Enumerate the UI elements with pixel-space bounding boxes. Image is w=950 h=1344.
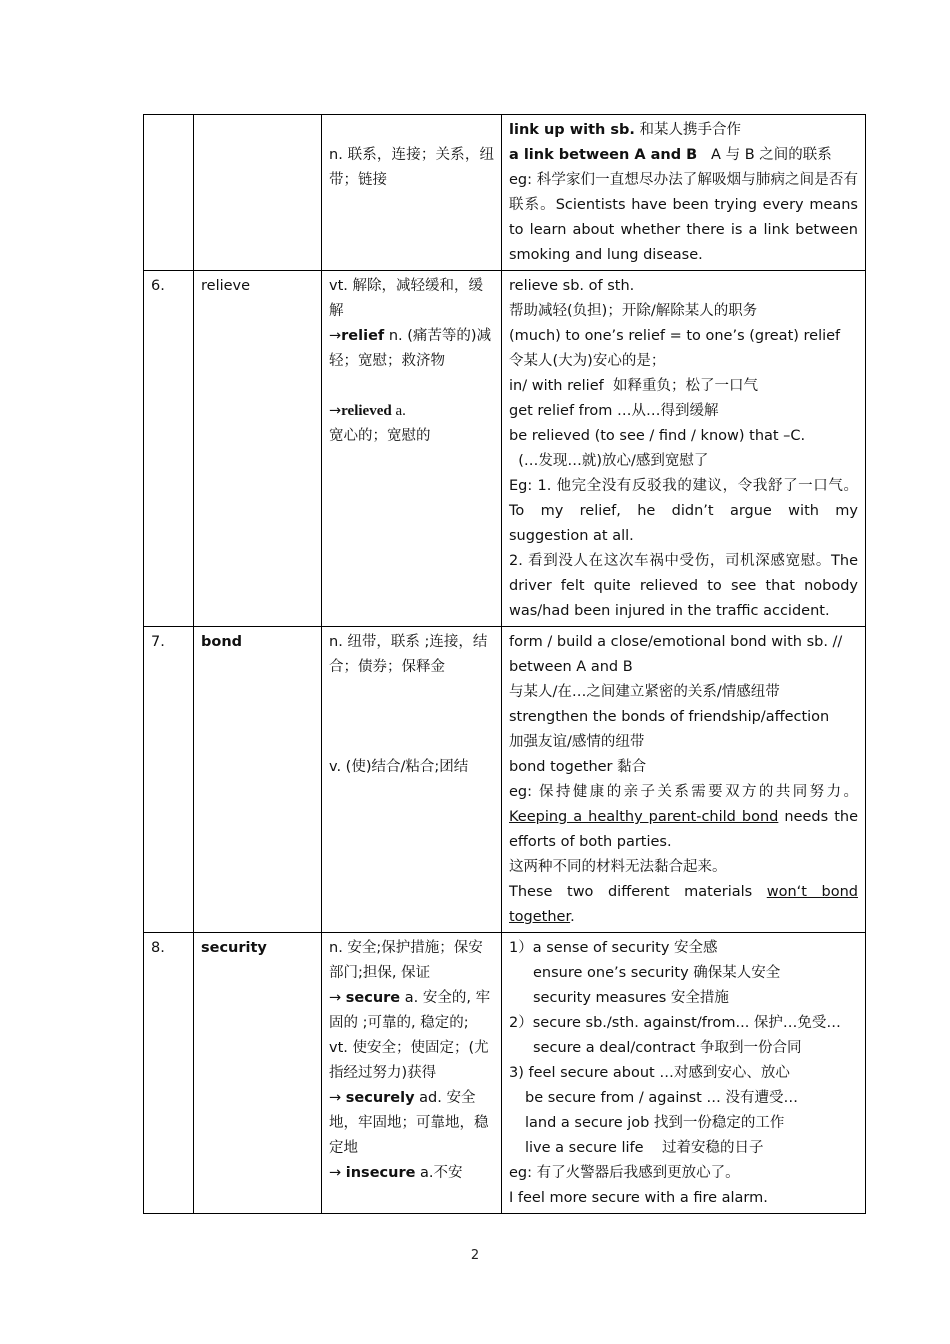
row-number: [144, 115, 194, 271]
usage-line: ensure one’s security 确保某人安全: [533, 965, 781, 981]
definition-cell: [322, 115, 502, 271]
usage-line: bond together 黏合: [509, 759, 647, 775]
usage-line: relieve sb. of sth.: [509, 278, 635, 294]
definition-cell: [322, 271, 502, 627]
definition-text: n. 联系，连接；关系，纽带；链接: [329, 147, 494, 188]
usage-line: secure a deal/contract 争取到一份合同: [533, 1040, 802, 1056]
derived-word: → secure a. 安全的, 牢固的 ;可靠的, 稳定的;: [329, 990, 491, 1031]
usage-cell: [502, 271, 866, 627]
definition-text: n. 纽带，联系 ;连接，结合；债券；保释金: [329, 634, 488, 675]
usage-cell: [502, 933, 866, 1214]
usage-line: be secure from / against … 没有遭受…: [525, 1090, 799, 1106]
headword: security: [194, 933, 322, 1214]
usage-line: get relief from …从…得到缓解: [509, 403, 719, 419]
example-text: 2. 看到没人在这次车祸中受伤，司机深感宽慰。The driver felt quite relieved to see that nobody was/had been injured in the traffic accident.: [509, 553, 858, 619]
table-row: [144, 933, 866, 1214]
usage-line: 与某人/在…之间建立紧密的关系/情感纽带: [509, 684, 780, 700]
headword: bond: [194, 627, 322, 933]
derived-word: →relief n. (痛苦等的)减轻；宽慰；救济物: [329, 328, 492, 369]
example-text: eg: 保持健康的亲子关系需要双方的共同努力。Keeping a healthy parent-child bond needs the efforts of both parties.: [509, 784, 858, 850]
usage-line: link up with sb. 和某人携手合作: [509, 122, 742, 138]
vocabulary-table: [143, 114, 866, 1214]
usage-line: 2）secure sb./sth. against/from... 保护…免受…: [509, 1015, 841, 1031]
headword: relieve: [194, 271, 322, 627]
headword: [194, 115, 322, 271]
usage-line: 令某人(大为)安心的是；: [509, 353, 666, 369]
usage-line: 加强友谊/感情的纽带: [509, 734, 645, 750]
definition-cell: [322, 933, 502, 1214]
definition-text: 宽心的；宽慰的: [329, 428, 431, 444]
definition-text: vt. 解除，减轻缓和，缓解: [329, 278, 483, 319]
definition-text: n. 安全;保护措施；保安部门;担保, 保证: [329, 940, 483, 981]
table-row: [144, 271, 866, 627]
example-text: I feel more secure with a fire alarm.: [509, 1190, 768, 1206]
table-row: [144, 115, 866, 271]
derived-word: → insecure a.不安: [329, 1165, 463, 1181]
usage-line: be relieved (to see / find / know) that –C.: [509, 428, 806, 444]
usage-line: land a secure job 找到一份稳定的工作: [525, 1115, 785, 1131]
usage-line: in/ with relief 如释重负；松了一口气: [509, 378, 758, 394]
usage-line: 3) feel secure about …对感到安心、放心: [509, 1065, 790, 1081]
derived-word: →relieved a.: [329, 403, 406, 419]
usage-cell: [502, 115, 866, 271]
example-text: eg: 科学家们一直想尽办法了解吸烟与肺病之间是否有联系。Scientists have been trying every means to learn about whether there is a link between smoking and lung disease.: [509, 172, 858, 263]
usage-line: (much) to one’s relief = to one’s (great) relief: [509, 328, 841, 344]
example-text: These two different materials won‘t bond together.: [509, 884, 859, 925]
usage-line: security measures 安全措施: [533, 990, 729, 1006]
row-number: 8.: [144, 933, 194, 1214]
row-number: 6.: [144, 271, 194, 627]
derived-word: → securely ad. 安全地，牢固地；可靠地，稳定地: [329, 1090, 489, 1156]
usage-line: (…发现…就)放心/感到宽慰了: [509, 453, 709, 469]
definition-text: v. (使)结合/粘合;团结: [329, 759, 469, 775]
page-number: 2: [470, 1248, 480, 1263]
example-text: Eg: 1. 他完全没有反驳我的建议，令我舒了一口气。 To my relief, he didn’t argue with my suggestion at all.: [509, 478, 858, 544]
usage-line: 帮助减轻(负担)；开除/解除某人的职务: [509, 303, 758, 319]
example-text: 这两种不同的材料无法黏合起来。: [509, 859, 727, 875]
usage-line: strengthen the bonds of friendship/affection: [509, 709, 830, 725]
table-row: [144, 627, 866, 933]
usage-cell: [502, 627, 866, 933]
usage-line: 1）a sense of security 安全感: [509, 940, 718, 956]
example-text: eg: 有了火警器后我感到更放心了。: [509, 1165, 740, 1181]
definition-text: vt. 使安全；使固定；(尤指经过努力)获得: [329, 1040, 489, 1081]
definition-cell: [322, 627, 502, 933]
usage-line: a link between A and B A 与 B 之间的联系: [509, 147, 832, 163]
row-number: 7.: [144, 627, 194, 933]
usage-line: live a secure life 过着安稳的日子: [525, 1140, 764, 1156]
usage-line: form / build a close/emotional bond with sb. // between A and B: [509, 634, 843, 675]
